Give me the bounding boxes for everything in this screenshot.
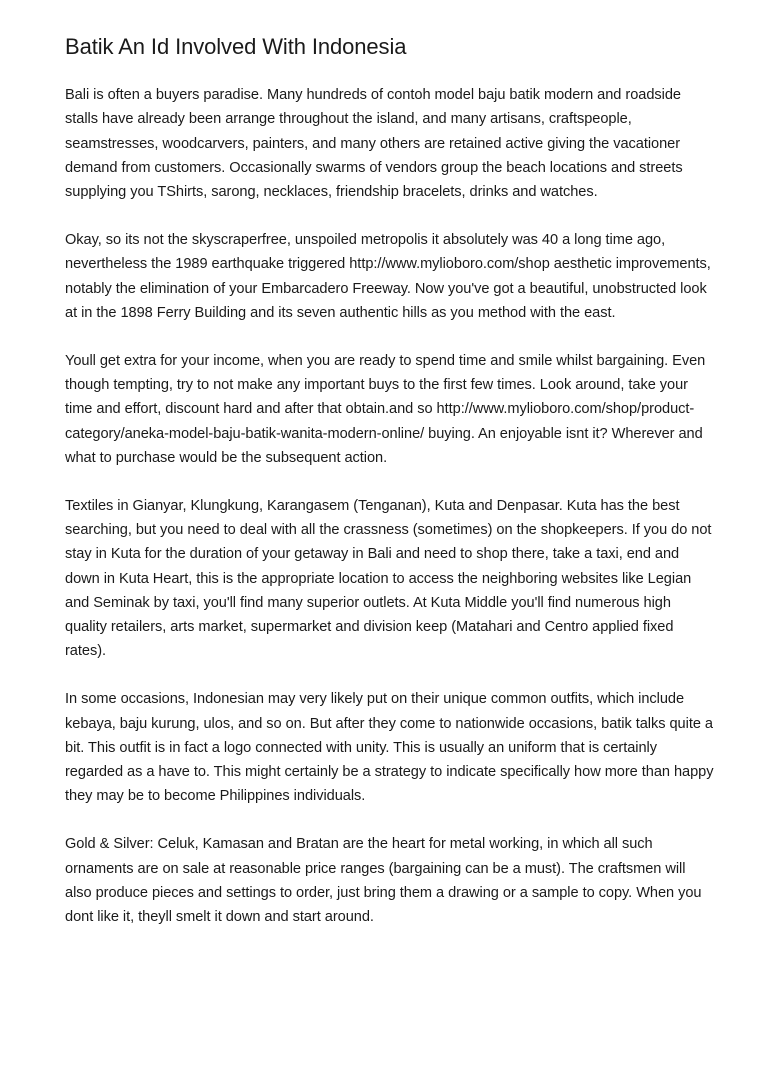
paragraph-gold-silver: Gold & Silver: Celuk, Kamasan and Bratan are the heart for metal working, in which all such ornaments are on sale at reasonable price ranges (bargaining can be a must). The craftsmen will also produce pieces and settings to order, just bring them a drawing or a sample to copy. When you dont like it, theyll smelt it down and start around. — [65, 836, 702, 926]
paragraph-occasions: In some occasions, Indonesian may very likely put on their unique common outfits, which include kebaya, baju kurung, ulos, and so on. But after they come to nationwide occasions, batik talks quite a bit. This outfit is in fact a logo connected with unity. This is usually an uniform that is certainly regarded as a have to. This might certainly be a strategy to indicate specifically how more than happy they may be to become Philippines individuals. — [65, 691, 714, 805]
page-title: Batik An Id Involved With Indonesia — [65, 34, 407, 59]
paragraph-bali-shopping: Bali is often a buyers paradise. Many hundreds of contoh model baju batik modern and roadside stalls have already been arrange throughout the island, and many artisans, craftspeople, seamstresses, woodcarvers, painters, and many others are retained active giving the vacationer demand from customers. Occasionally swarms of vendors group the beach locations and streets supplying you TShirts, sarong, necklaces, friendship bracelets, drinks and watches. — [65, 87, 683, 201]
paragraph-textiles: Textiles in Gianyar, Klungkung, Karangasem (Tenganan), Kuta and Denpasar. Kuta has the best searching, but you need to deal with all the crassness (sometimes) on the shopkeepers. If you do not stay in Kuta for the duration of your getaway in Bali and need to shop there, take a taxi, end and down in Kuta Heart, this is the appropriate location to access the neighboring websites like Legian and Seminak by taxi, you'll find many superior outlets. At Kuta Middle you'll find numerous high quality retailers, arts market, supermarket and division keep (Matahari and Centro applied fixed rates). — [65, 497, 712, 660]
document-page — [65, 32, 715, 953]
paragraph-earthquake: Okay, so its not the skyscraperfree, unspoiled metropolis it absolutely was 40 a long time ago, nevertheless the 1989 earthquake triggered http://www.mylioboro.com/shop aesthetic improvements, notably the elimination of your Embarcadero Freeway. Now you've got a beautiful, unobstructed look at in the 1898 Ferry Building and its seven authentic hills as you method with the east. — [65, 231, 711, 321]
paragraph-bargaining: Youll get extra for your income, when you are ready to spend time and smile whilst bargaining. Even though tempting, try to not make any important buys to the first few times. Look around, take your time and effort, discount hard and after that obtain.and so http://www.mylioboro.com/shop/product-category/aneka-model-baju-batik-wanita-modern-online/ buying. An enjoyable isnt it? Wherever and what to purchase would be the subsequent action. — [65, 352, 706, 466]
